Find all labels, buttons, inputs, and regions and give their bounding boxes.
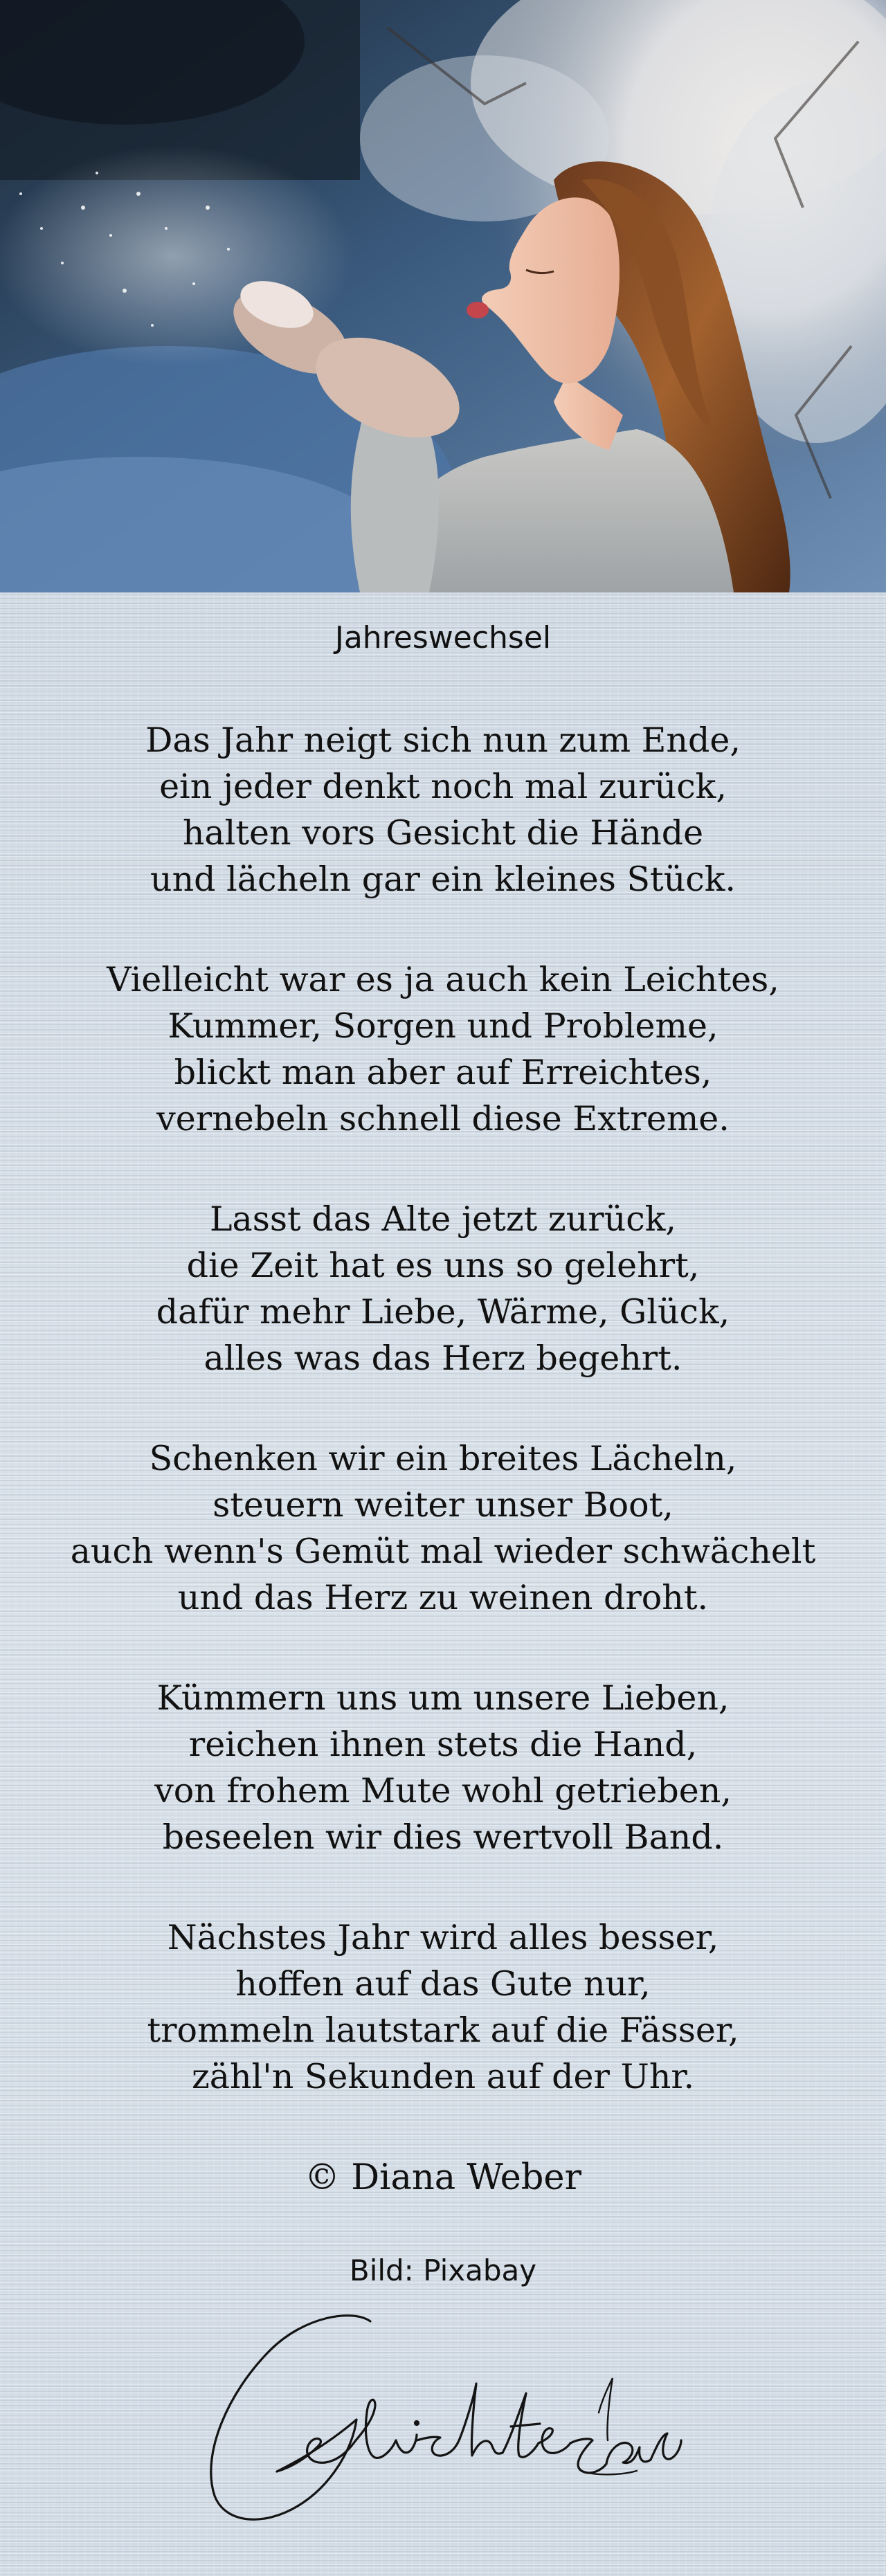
poem-line: dafür mehr Liebe, Wärme, Glück, [156,1292,730,1332]
poem-line: Kummer, Sorgen und Probleme, [168,1006,718,1046]
poem-line: reichen ihnen stets die Hand, [188,1725,698,1764]
stanza-5 [0,1675,886,1860]
poem-line: trommeln lautstark auf die Fässer, [147,2011,739,2050]
poem-line: beseelen wir dies wertvoll Band. [162,1817,724,1857]
author-copyright: © Diana Weber [305,2157,581,2198]
poem-line: von frohem Mute wohl getrieben, [154,1771,732,1811]
poem-title: Jahreswechsel [334,620,552,655]
image-credit: Bild: Pixabay [349,2253,537,2287]
poem-line: Lasst das Alte jetzt zurück, [210,1199,676,1239]
poem-line: blickt man aber auf Erreichtes, [174,1053,712,1092]
poem-line: Vielleicht war es ja auch kein Leichtes, [107,960,779,999]
poem-line: steuern weiter unser Boot, [213,1485,673,1525]
gedichtezauber-signature-logo [194,2302,692,2530]
poem-line: zähl'n Sekunden auf der Uhr. [191,2057,695,2096]
poem-line: vernebeln schnell diese Extreme. [156,1099,730,1139]
poem-line: halten vors Gesicht die Hände [182,813,704,853]
stanza-6 [0,1914,886,2100]
stanza-3 [0,1196,886,1381]
poem-line: Schenken wir ein breites Lächeln, [149,1439,737,1478]
poem-line: Kümmern uns um unsere Lieben, [156,1678,730,1718]
poem-line: und lächeln gar ein kleines Stück. [150,860,736,899]
poem-line: alles was das Herz begehrt. [204,1339,682,1378]
poem-line: die Zeit hat es uns so gelehrt, [186,1246,700,1285]
poem-card [0,592,886,2576]
poem-line: ein jeder denkt noch mal zurück, [159,767,727,806]
stanza-2 [0,956,886,1142]
poem-line: Das Jahr neigt sich nun zum Ende, [145,720,741,760]
stanza-1 [0,717,886,902]
header-photo [0,0,886,592]
poem-line: hoffen auf das Gute nur, [235,1964,651,2004]
stanza-4 [0,1435,886,1621]
poem-line: Nächstes Jahr wird alles besser, [167,1918,719,1957]
poem-line: auch wenn's Gemüt mal wieder schwächelt [70,1532,816,1571]
poem-line: und das Herz zu weinen droht. [177,1578,709,1617]
